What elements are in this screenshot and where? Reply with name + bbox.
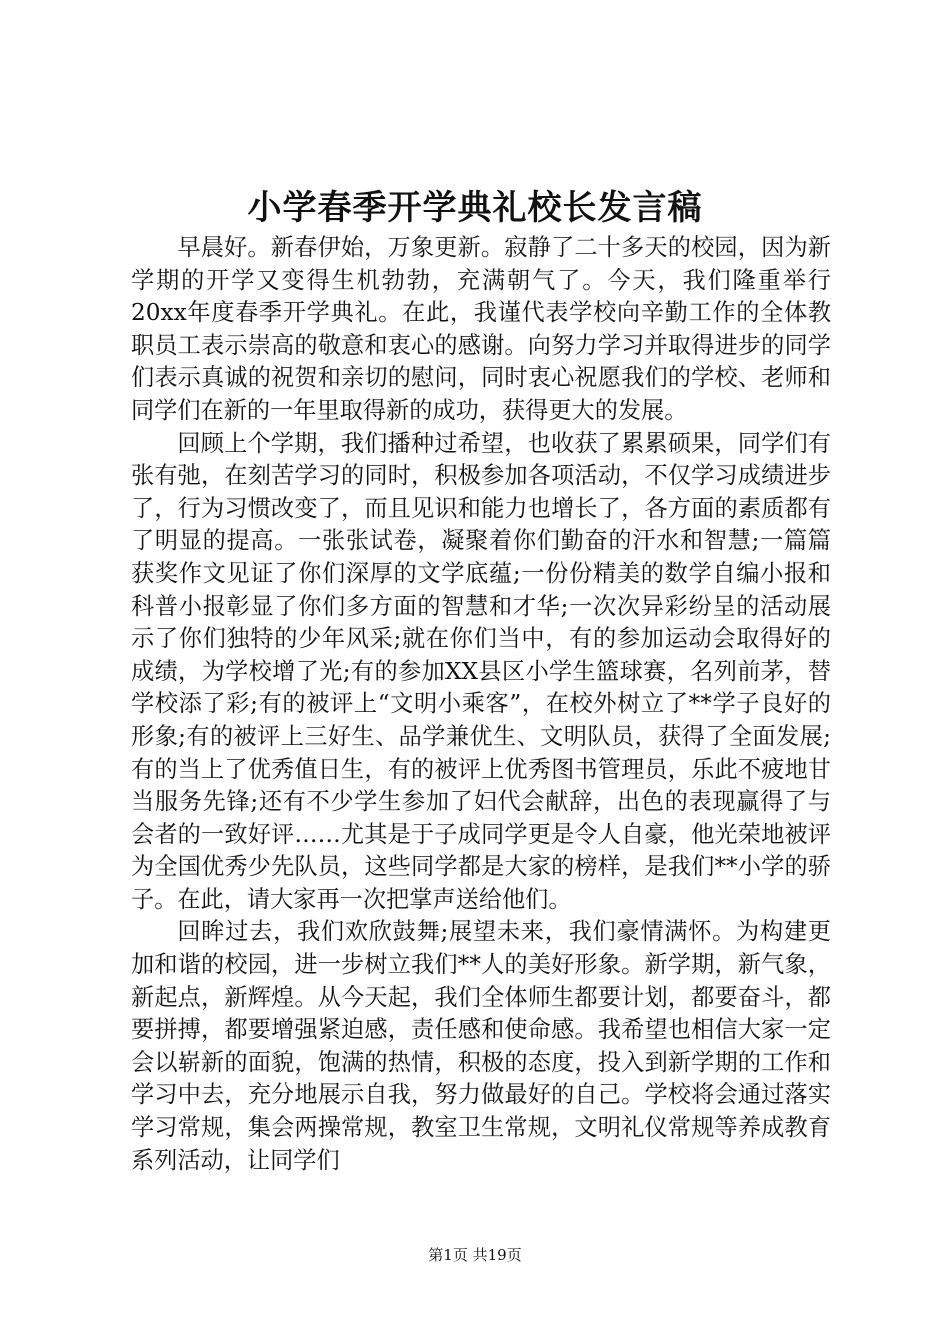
paragraph-outlook: 回眸过去，我们欢欣鼓舞;展望未来，我们豪情满怀。为构建更加和谐的校园，进一步树立我们**人的美好形象。新学期，新气象，新起点，新辉煌。从今天起，我们全体师生都要计划，都要奋斗，都要拼搏，都要增强紧迫感，责任感和使命感。我希望也相信大家一定会以崭新的面貌，饱满的热情，积极的态度，投入到新学期的工作和学习中去，充分地展示自我，努力做最好的自己。学校将会通过落实学习常规，集会两操常规，教室卫生常规，文明礼仪常规等养成教育系列活动，让同学们 — [131, 918, 831, 1174]
paragraph-greeting: 早晨好。新春伊始，万象更新。寂静了二十多天的校园，因为新学期的开学又变得生机勃勃，充满朝气了。今天，我们隆重举行20xx年度春季开学典礼。在此，我谨代表学校向辛勤工作的全体教职员工表示崇高的敬意和衷心的感谢。向努力学习并取得进步的同学们表示真诚的祝贺和亲切的慰问，同时衷心祝愿我们的学校、老师和同学们在新的一年里取得新的成功，获得更大的发展。 — [131, 234, 831, 424]
document-title: 小学春季开学典礼校长发言稿 — [247, 188, 703, 228]
paragraph-review: 回顾上个学期，我们播种过希望，也收获了累累硕果，同学们有张有弛，在刻苦学习的同时，积极参加各项活动，不仅学习成绩进步了，行为习惯改变了，而且见识和能力也增长了，各方面的素质都有了明显的提高。一张张试卷，凝聚着你们勤奋的汗水和智慧;一篇篇获奖作文见证了你们深厚的文学底蕴;一份份精美的数学自编小报和科普小报彰显了你们多方面的智慧和才华;一次次异彩纷呈的活动展示了你们独特的少年风采;就在你们当中，有的参加运动会取得好的成绩，为学校增了光;有的参加XX县区小学生篮球赛，名列前茅，替学校添了彩;有的被评上“文明小乘客”，在校外树立了**学子良好的形象;有的被评上三好生、品学兼优生、文明队员，获得了全面发展;有的当上了优秀值日生，有的被评上优秀图书管理员，乐此不疲地甘当服务先锋;还有不少学生参加了妇代会献辞，出色的表现赢得了与会者的一致好评……尤其是于子成同学更是令人自豪，他光荣地被评为全国优秀少先队员，这些同学都是大家的榜样，是我们**小学的骄子。在此，请大家再一次把掌声送给他们。 — [131, 429, 831, 913]
page-number-footer: 第1页 共19页 — [428, 1246, 522, 1264]
document-body — [131, 232, 831, 1177]
